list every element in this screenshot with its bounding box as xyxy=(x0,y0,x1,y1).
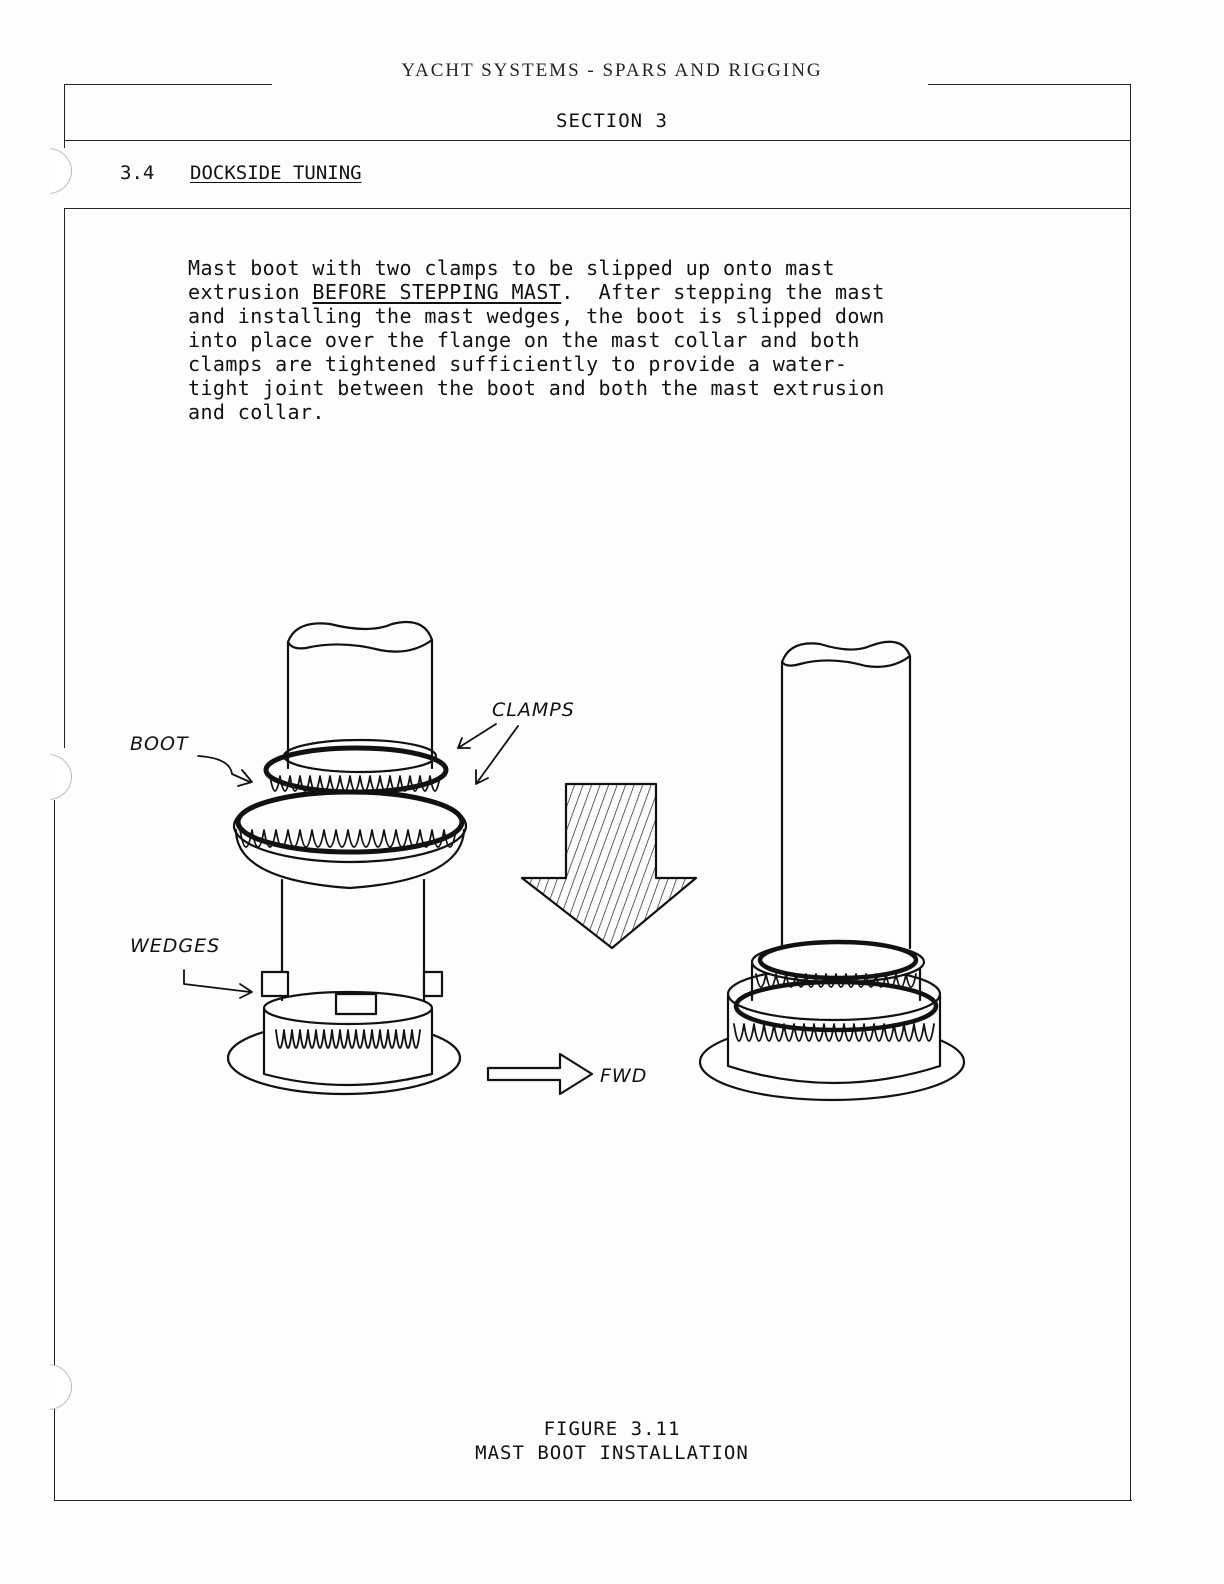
boot-label: BOOT xyxy=(130,733,189,755)
body-paragraph xyxy=(188,256,1048,424)
clamps-label: CLAMPS xyxy=(492,699,575,721)
mast-boot-figure xyxy=(0,600,1224,1160)
body-emphasis: BEFORE STEPPING MAST xyxy=(312,280,562,304)
down-arrow xyxy=(522,784,696,948)
forward-arrow xyxy=(488,1054,592,1094)
header-rule-left xyxy=(64,84,272,85)
running-header: YACHT SYSTEMS - SPARS AND RIGGING xyxy=(401,60,823,81)
figure-number: FIGURE 3.11 xyxy=(543,1418,681,1440)
right-assembly xyxy=(700,642,964,1100)
clamps-leader-2 xyxy=(476,726,518,784)
left-assembly xyxy=(228,622,466,1094)
subsection-rule xyxy=(64,208,1130,209)
punch-hole-bottom xyxy=(24,1364,72,1410)
wedges-leader xyxy=(184,970,252,998)
frame-bottom xyxy=(54,1500,1132,1501)
fwd-label: FWD xyxy=(600,1065,648,1087)
section-label: SECTION 3 xyxy=(556,110,668,132)
body-text-after: . After stepping the mast and installing the mast wedges, the boot is slipped down into place over the flange on the mast collar and both clamps are tightened sufficiently to provide a water- tight joint between the boot and both the mast extrusion and collar. xyxy=(188,280,885,424)
subsection-number: 3.4 xyxy=(120,162,155,184)
clamps-leader-1 xyxy=(458,724,496,748)
figure-title: MAST BOOT INSTALLATION xyxy=(475,1442,749,1464)
subsection-title: DOCKSIDE TUNING xyxy=(190,162,362,184)
header-rule-right xyxy=(928,84,1130,85)
boot-leader xyxy=(198,756,252,786)
punch-hole-top xyxy=(24,148,72,194)
wedges-label: WEDGES xyxy=(130,935,221,957)
section-rule xyxy=(64,140,1130,141)
body-text-before: Mast boot with two clamps to be slipped up onto mast extrusion xyxy=(188,256,835,304)
